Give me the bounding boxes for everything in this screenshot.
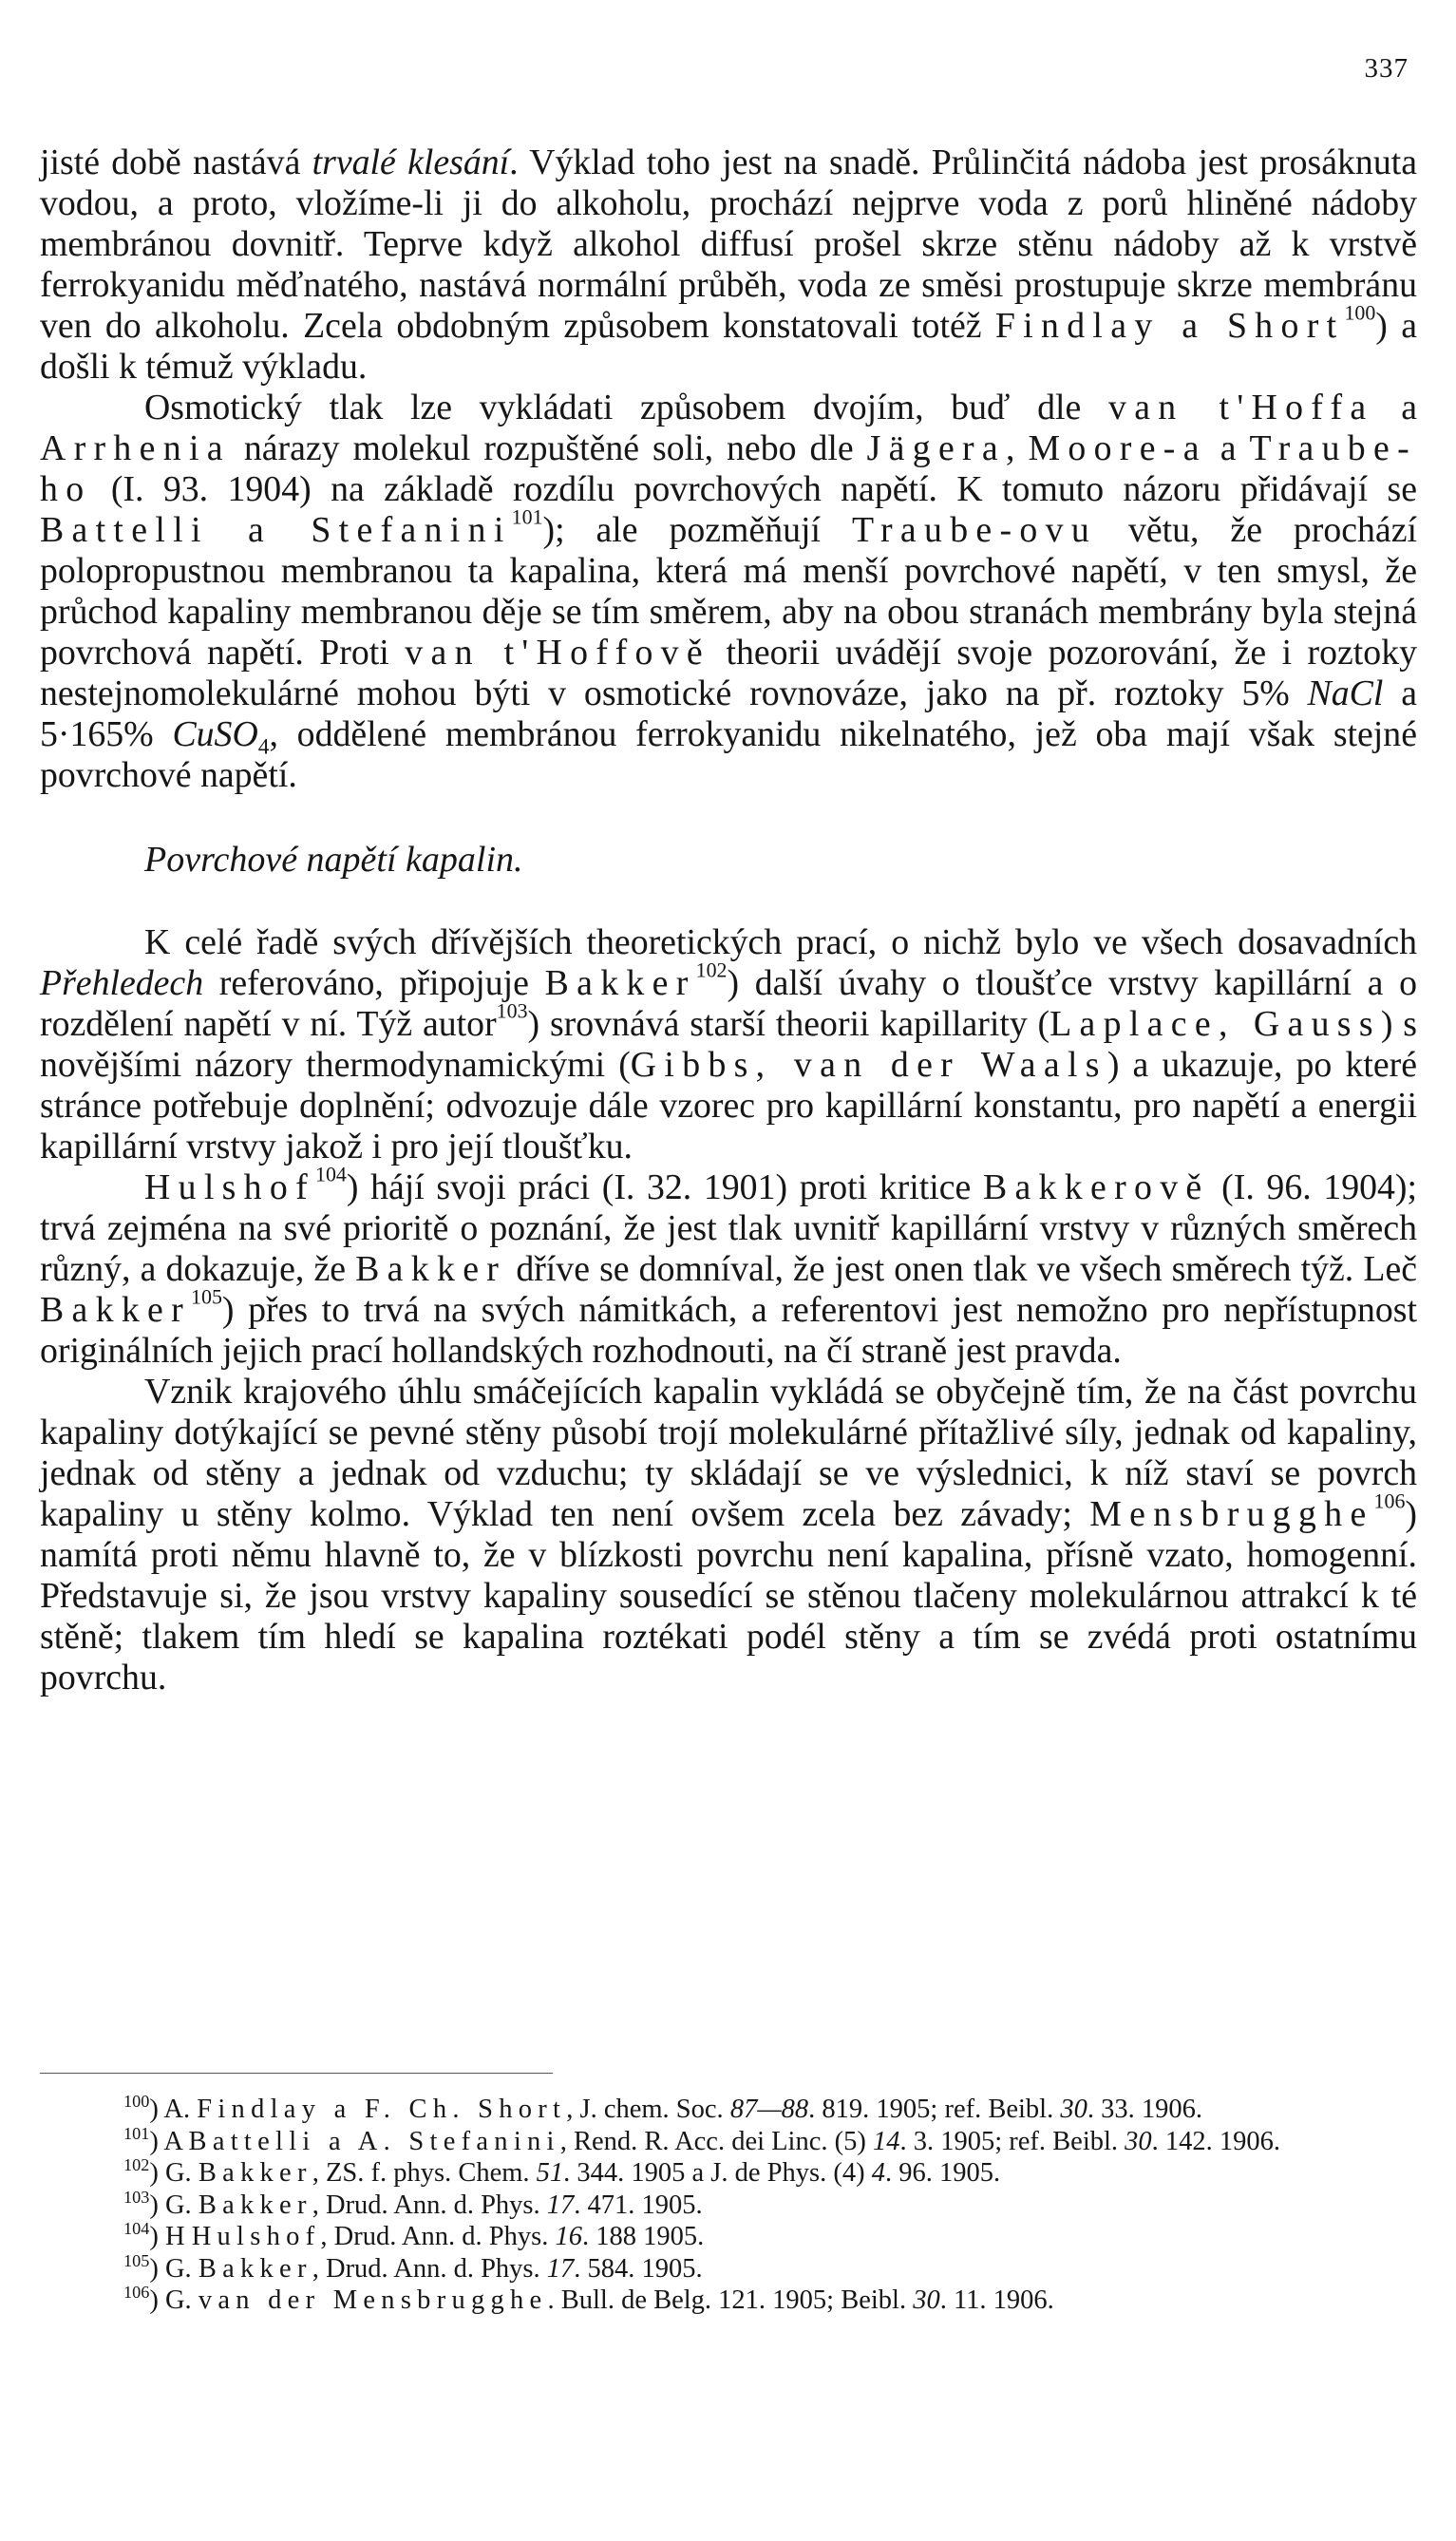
author-name: Bakker xyxy=(198,2158,312,2188)
paragraph-3: K celé řadě svých dřívějších theoretických prací, o nichž bylo ve všech dosavadních Přehledech referováno, připojuje Bakker$^{102}$) další úvahy o tloušťce vrstvy kapillární a o rozdělení napětí v ní. Týž autor$^{103}$) srovnává starší theorii kapillarity (Laplace, Gauss) s novějšími názory thermodynamickými (Gibbs, van der Waals) a ukazuje, po které stránce potřebuje doplnění; odvozuje dále vzorec pro kapillární konstantu, pro napětí a energii kapillární vrstvy jakož i pro její tloušťku. xyxy=(40,922,1417,1166)
volume: 30 xyxy=(1125,2126,1152,2156)
volume: 14 xyxy=(872,2126,900,2156)
formula-subscript: 4 xyxy=(257,734,270,760)
paragraph-4: Hulshof$^{104}$) hájí svoji práci (I. 32. 1901) proti kritice Bakkerově (I. 96. 1904); trvá zejména na své prioritě o poznání, že jest tlak uvnitř kapillární vrstvy v různých směrech různý, a dokazuje, že Bakker dříve se domníval, že jest onen tlak ve všech směrech týž. Leč Bakker$^{105}$) přes to trvá na svých námitkách, a referentovi jest nemožno pro nepřístupnost originálních jejich prací hollandských rozhodnouti, na čí straně jest pravda. xyxy=(40,1162,1417,1371)
author-name: Battelli a A. Stefanini xyxy=(188,2126,560,2156)
section-heading: Povrchové napětí kapalin. xyxy=(144,840,523,880)
volume: 4 xyxy=(871,2158,885,2188)
footnote-mark: 106 xyxy=(123,2283,150,2303)
author-name: Battelli a Stefanini xyxy=(40,510,512,550)
volume: 30 xyxy=(1060,2095,1087,2124)
page-number: 337 xyxy=(1364,53,1409,84)
footnote-102: $^{102}$) G. Bakker, ZS. f. phys. Chem. 51. 344. 1905 a J. de Phys. (4) 4. 96. 1905. xyxy=(123,2155,1001,2188)
footnote-mark: 101 xyxy=(123,2123,150,2143)
author-name: Hulshof xyxy=(144,1167,315,1207)
paragraph-5: Vznik krajového úhlu smáčejících kapalin vykládá se obyčejně tím, že na část povrchu kapaliny dotýkající se pevné stěny působí trojí molekulárné přítažlivé síly, jednak od kapaliny, jednak od stěny a jednak od vzduchu; ty skládají se ve výslednici, k níž staví se povrch kapaliny u stěny kolmo. Výklad ten není ovšem zcela bez závady; Mensbrugghe$^{106}$) namítá proti němu hlavně to, že v blízkosti povrchu není kapalina, přísně vzato, homogenní. Představuje si, že jsou vrstvy kapaliny sousedící se stěnou tlačeny molekulárnou attrakcí k té stěně; tlakem tím hledí se kapalina roztékati podél stěny a tím se zvédá proti ostatnímu povrchu. xyxy=(40,1372,1417,1697)
paragraph-2: Osmotický tlak lze vykládati způsobem dvojím, buď dle van t'Hoffa a Arrhenia nárazy molekul rozpuštěné soli, nebo dle Jägera, Moore-a a Traube-ho (I. 93. 1904) na základě rozdílu povrchových napětí. K tomuto názoru přidávají se Battelli a Stefanini$^{101}$); ale pozměňují Traube-ovu větu, že prochází polopropustnou membranou ta kapalina, která má menší povrchové napětí, v ten smysl, že průchod kapaliny membranou děje se tím směrem, aby na obou stranách membrány byla stejná povrchová napětí. Proti van t'Hoffově theorii uvádějí svoje pozorování, že i roztoky nestejnomolekulárné mohou býti v osmotické rovnováze, jako na př. roztoky 5% NaCl a 5·165% CuSO$_4$, oddělené membránou ferrokyanidu nikelnatého, jež oba mají však stejné povrchové napětí. xyxy=(40,388,1418,795)
author-name: Bakker xyxy=(198,2253,312,2284)
footnote-mark: 105 xyxy=(123,2250,150,2270)
footnote-ref: 101 xyxy=(511,504,543,529)
footnote-105: $^{105}$) G. Bakker, Drud. Ann. d. Phys. 17. 584. 1905. xyxy=(123,2250,703,2284)
footnote-101: $^{101}$) A Battelli a A. Stefanini, Rend. R. Acc. dei Linc. (5) 14. 3. 1905; ref. Beibl. 30. 142. 1906. xyxy=(123,2123,1281,2156)
footnote-ref: 102 xyxy=(695,958,728,982)
volume: 51 xyxy=(536,2158,564,2188)
volume: 17 xyxy=(546,2253,575,2284)
footnote-106: $^{106}$) G. van der Mensbrugghe. Bull. de Belg. 121. 1905; Beibl. 30. 11. 1906. xyxy=(123,2283,1054,2315)
author-name: Laplace, Gauss xyxy=(1049,1004,1381,1044)
author-name: Mensbrugghe xyxy=(1089,1494,1374,1534)
author-name: Findlay a F. Ch. Short xyxy=(197,2095,567,2124)
emphasis: Přehledech xyxy=(40,963,204,1003)
author-name: van t'Hoffa xyxy=(1108,388,1374,427)
footnote-ref: 103 xyxy=(496,998,528,1023)
author-name: van t'Hoffově xyxy=(405,633,710,673)
footnote-mark: 104 xyxy=(123,2219,150,2239)
volume: 16 xyxy=(555,2222,582,2251)
volume: 17 xyxy=(546,2190,575,2220)
footnote-divider xyxy=(40,2073,553,2074)
footnote-ref: 100 xyxy=(1344,300,1376,325)
author-name: Bakkerově xyxy=(982,1167,1210,1207)
volume: 87—88 xyxy=(729,2095,809,2124)
footnote-104: $^{104}$) H Hulshof, Drud. Ann. d. Phys. 16. 188 1905. xyxy=(123,2219,705,2251)
author-name: Gibbs, van der Waals xyxy=(630,1045,1107,1085)
author-name: Bakker xyxy=(544,963,696,1003)
footnote-ref: 104 xyxy=(315,1162,347,1186)
emphasis: trvalé klesání xyxy=(312,142,510,182)
author-name: Bakker xyxy=(40,1290,192,1330)
author-name: Findlay a Short xyxy=(994,306,1345,346)
author-name: Moore-a xyxy=(1028,428,1207,468)
formula: NaCl xyxy=(1307,673,1384,713)
author-name: van der Mensbrugghe xyxy=(198,2285,548,2315)
paragraph-1: jisté době nastává trvalé klesání. Výklad toho jest na snadě. Průlinčitá nádoba jest prosáknuta vodou, a proto, vložíme-li ji do alkoholu, prochází nejprve voda z porů hliněné nádoby membránou dovnitř. Teprve když alkohol diffusí prošel skrze stěnu nádoby až k vrstvě ferrokyanidu měďnatého, nastává normální průběh, voda ze směsi prostupuje skrze membránu ven do alkoholu. Zcela obdobným způsobem konstatovali totéž Findlay a Short$^{100}$) a došli k témuž výkladu. xyxy=(40,142,1417,387)
author-name: Traube-ovu xyxy=(851,510,1098,550)
formula: CuSO xyxy=(172,714,258,754)
author-name: Arrhenia xyxy=(40,428,231,468)
footnote-ref: 105 xyxy=(191,1284,222,1309)
author-name: Bakker xyxy=(198,2190,312,2220)
body-text xyxy=(40,142,1417,1698)
footnote-mark: 103 xyxy=(123,2187,150,2207)
author-name: Bakker xyxy=(355,1249,507,1289)
footnote-mark: 102 xyxy=(123,2155,150,2175)
footnote-100: $^{100}$) A. Findlay a F. Ch. Short, J. chem. Soc. 87—88. 819. 1905; ref. Beibl. 30. 33. 1906. xyxy=(123,2092,1202,2124)
author-name: Traube-ho xyxy=(40,428,1417,509)
author-name: Hulshof xyxy=(191,2222,321,2251)
author-name: Jägera xyxy=(866,428,1007,468)
footnote-mark: 100 xyxy=(123,2092,150,2112)
footnote-103: $^{103}$) G. Bakker, Drud. Ann. d. Phys. 17. 471. 1905. xyxy=(123,2187,703,2220)
footnotes xyxy=(40,2094,1417,2317)
footnote-ref: 106 xyxy=(1373,1489,1406,1513)
volume: 30 xyxy=(913,2285,940,2315)
